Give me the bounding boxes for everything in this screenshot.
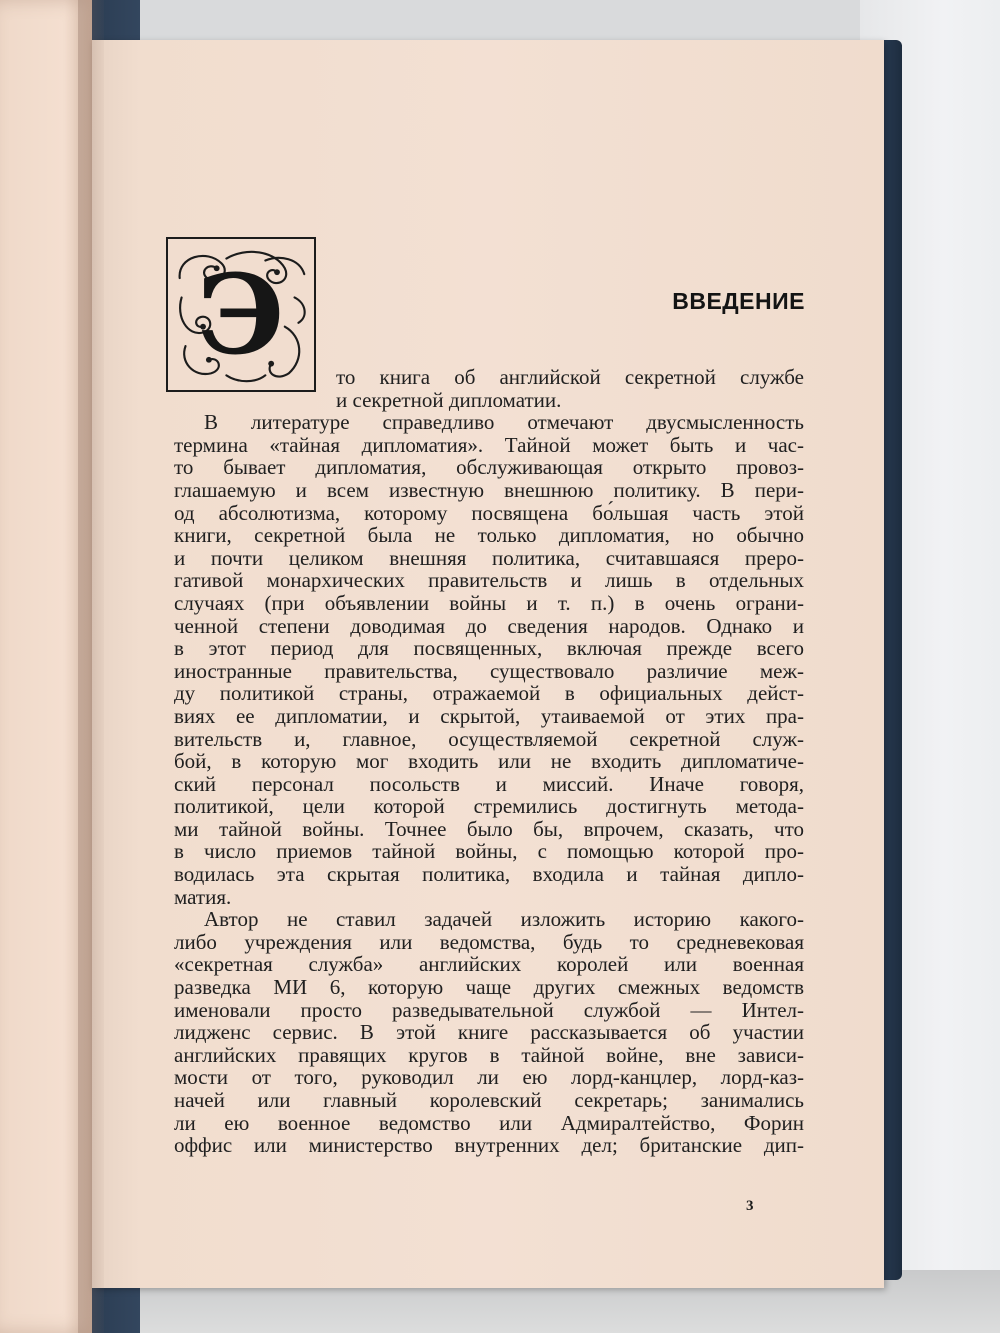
text-line: В литературе справедливо отмечают двусмысленность [204,410,804,435]
text-line: книги, секретной была не только дипломатия, но обычно [174,523,804,548]
dropcap-letter: Э [197,249,285,379]
chapter-heading: ВВЕДЕНИЕ [672,288,805,314]
text-line: «секретная служба» английских королей или военная [174,952,804,977]
text-line: виях ее дипломатии, и скрытой, утаиваемой от этих пра- [174,703,804,728]
text-line: то книга об английской секретной службе [336,365,804,389]
text-line: водилась эта скрытая политика, входила и тайная дипло- [174,862,804,887]
book-gutter [78,0,104,1333]
text-line: ский персонал посольств и миссий. Иначе говоря, [174,771,804,796]
body-text [174,366,804,1157]
text-line: начей или главный королевский секретарь; занимались [174,1088,804,1112]
text-line: бой, в которую мог входить или не входить дипломатиче- [174,749,804,774]
text-line: оффис или министерство внутренних дел; британские дип- [174,1133,804,1158]
text-line: мости от того, руководил ли ею лорд-канцлер, лорд-каз- [174,1065,804,1090]
text-line: в этот период для посвященных, включая прежде всего [174,636,804,661]
text-line: глашаемую и всем известную внешнюю политику. В пери- [174,477,804,502]
text-line: лидженс сервис. В этой книге рассказывается об участии [174,1020,804,1045]
text-line: случаях (при объявлении войны и т. п.) в очень ограни- [174,590,804,615]
text-line: иностранные правительства, существовало различие меж- [174,658,804,683]
text-line: вительств и, главное, осуществляемой секретной служ- [174,726,804,751]
text-line: и почти целиком внешняя политика, считавшаяся преро- [174,545,804,570]
text-line: ду политикой страны, отражаемой в официальных дейст- [174,681,804,706]
text-line: именовали просто разведывательной службой — Интел- [174,997,804,1022]
text-line: ченной степени доводимая до сведения народов. Однако и [174,613,804,638]
text-line: в число приемов тайной войны, с помощью которой про- [174,839,804,864]
text-line: и секретной дипломатии. [336,387,562,412]
text-line: ли ею военное ведомство или Адмиралтейство, Форин [174,1110,804,1135]
text-line: разведка МИ 6, которую чаще других смежных ведомств [174,975,804,1000]
text-line: политикой, цели которой стремились достигнуть метода- [174,794,804,819]
text-line: то бывает дипломатия, обслуживающая открыто провоз- [174,455,804,480]
text-line: английских правящих кругов в тайной войне, вне зависи- [174,1042,804,1067]
text-line: ми тайной войны. Точнее было бы, впрочем, сказать, что [174,816,804,841]
text-line: либо учреждения или ведомства, будь то средневековая [174,929,804,954]
text-line: матия. [174,884,232,909]
text-line: термина «тайная дипломатия». Тайной может быть и час- [174,432,804,457]
text-line: од абсолютизма, которому посвящена бо́льшая часть этой [174,500,804,525]
text-line: гативой монархических правительств и лишь в отдельных [174,568,804,593]
page-number: 3 [746,1198,754,1214]
text-line: Автор не ставил задачей изложить историю какого- [204,907,804,932]
